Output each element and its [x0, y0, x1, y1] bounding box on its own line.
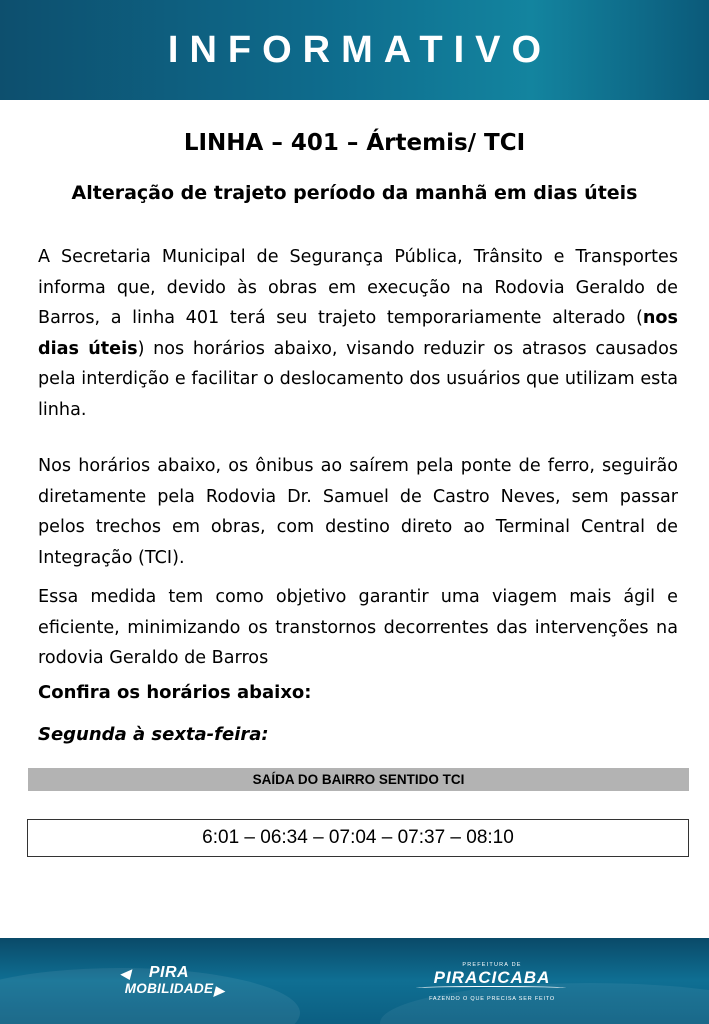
weekday-label: Segunda à sexta-feira: — [38, 724, 269, 745]
logo-line1: PIRA — [148, 964, 190, 981]
logo-tagline: FAZENDO O QUE PRECISA SER FEITO — [429, 996, 555, 1002]
footer-banner — [0, 938, 709, 1024]
paragraph-text: A Secretaria Municipal de Segurança Pública, Trânsito e Transportes informa que, devido às obras em execução na Rodovia Geraldo de Barros, a linha 401 terá seu trajeto temporariamente alterado ( — [38, 247, 678, 328]
paragraph-text: ) nos horários abaixo, visando reduzir os atrasos causados pela interdição e facilitar o deslocamento dos usuários que utilizam esta linha. — [38, 338, 679, 420]
schedule-intro: Confira os horários abaixo: — [38, 682, 312, 703]
document-subtitle: Alteração de trajeto período da manhã em dias úteis — [71, 182, 638, 204]
arrow-left-icon: ◀ — [120, 966, 130, 981]
logo-swoosh — [416, 986, 566, 990]
arrow-right-icon: ▶ — [214, 983, 224, 998]
schedule-times-row: 6:01 – 06:34 – 07:04 – 07:37 – 08:10 — [27, 819, 689, 857]
header-title: INFORMATIVO — [167, 28, 553, 71]
schedule-table-header: SAÍDA DO BAIRRO SENTIDO TCI — [28, 768, 689, 791]
pira-mobilidade-logo — [114, 964, 224, 1002]
header-banner — [0, 0, 709, 100]
document-title: LINHA – 401 – Ártemis/ TCI — [183, 130, 526, 156]
logo-city-name: PIRACICABA — [433, 968, 551, 987]
logo-line2: MOBILIDADE — [124, 981, 214, 996]
paragraph-bold-text: nos dias úteis — [38, 308, 678, 359]
paragraph-announcement — [38, 242, 678, 425]
prefeitura-piracicaba-logo — [412, 962, 572, 1002]
logo-prefeitura-label: PREFEITURA DE — [462, 962, 522, 968]
paragraph-objective: Essa medida tem como objetivo garantir uma viagem mais ágil e eficiente, minimizando os transtornos decorrentes das intervenções na rodovia Geraldo de Barros — [38, 587, 678, 668]
paragraph-route: Nos horários abaixo, os ônibus ao saírem pela ponte de ferro, seguirão diretamente pela Rodovia Dr. Samuel de Castro Neves, sem passar pelos trechos em obras, com destino direto ao Terminal Central de Integração (TCI). — [38, 456, 678, 568]
